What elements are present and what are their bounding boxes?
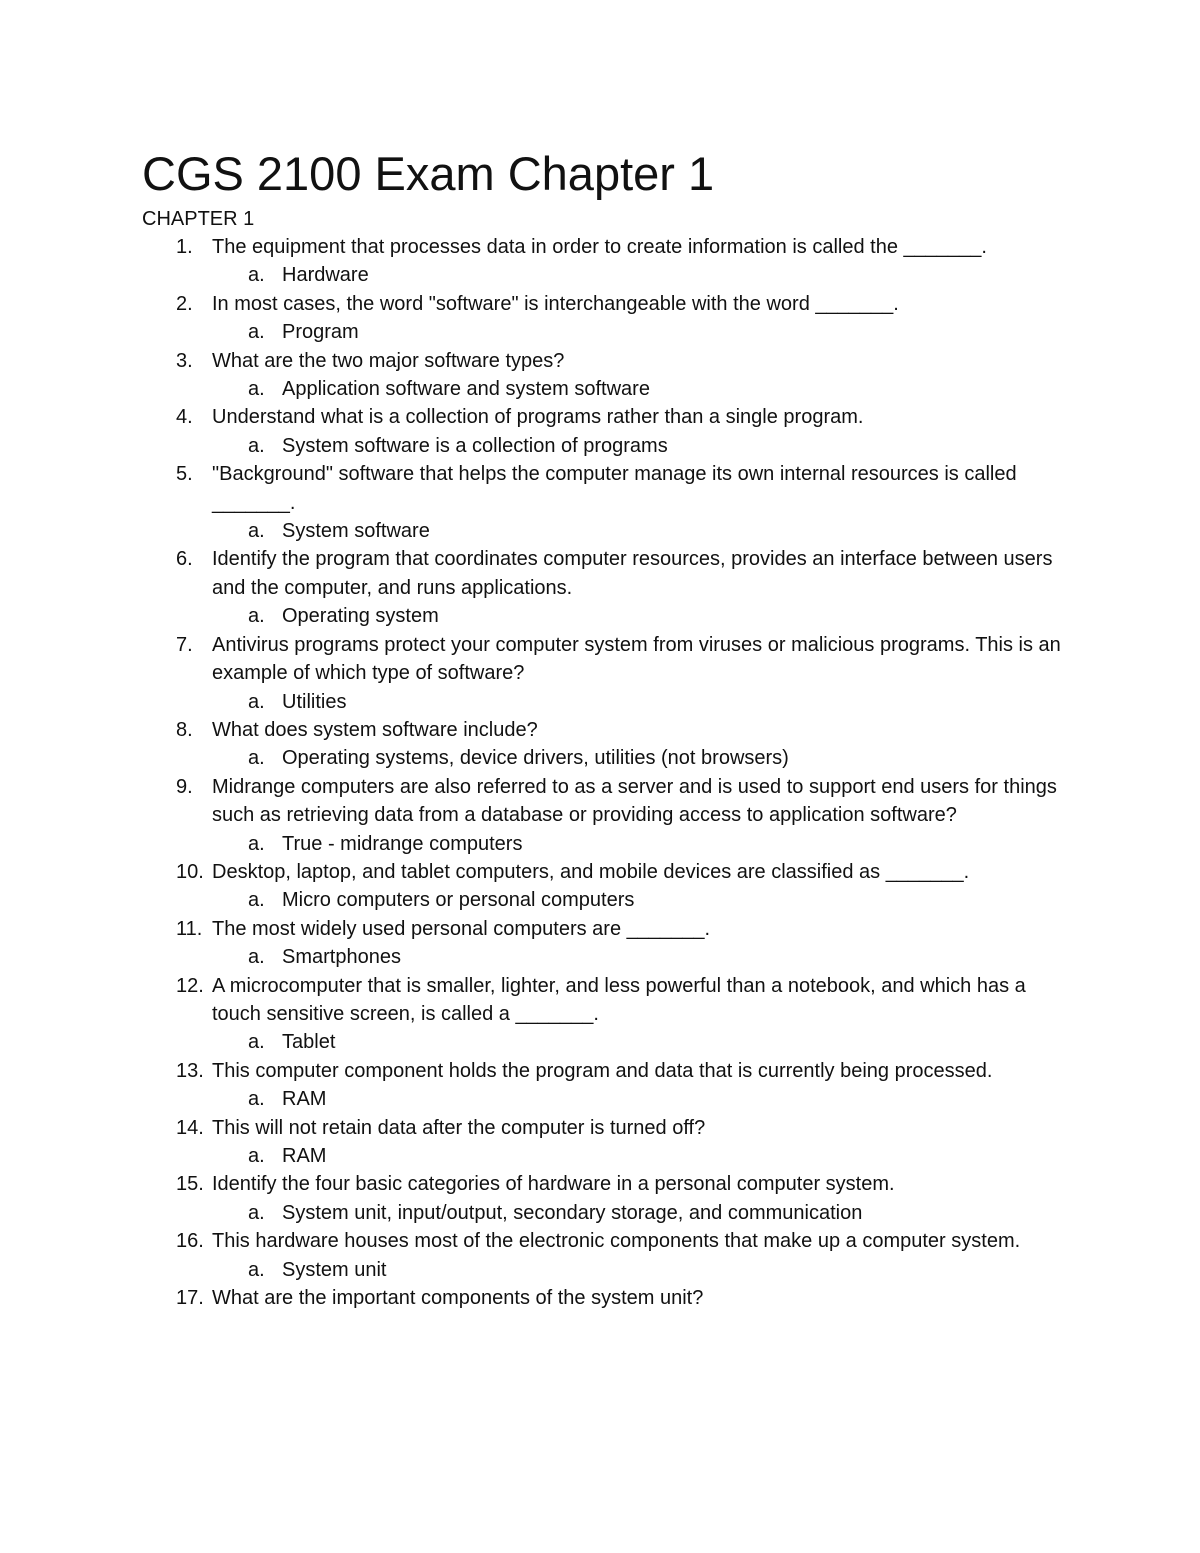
answer-text: Operating systems, device drivers, utilities (not browsers) [282,747,789,770]
question-item [142,915,1072,972]
question-item [142,858,1072,915]
answer-marker: a. [248,832,265,855]
answer-item [212,432,1072,460]
answer-marker: a. [248,520,265,543]
chapter-label: CHAPTER 1 [142,208,255,230]
answer-item [212,1028,1072,1056]
answer-text: RAM [282,1088,327,1111]
answer-marker: a. [248,889,265,912]
answer-marker: a. [248,690,265,713]
question-item [142,972,1072,1057]
answer-item [212,517,1072,545]
answer-item [212,261,1072,289]
question-text: Understand what is a collection of programs rather than a single program. [212,406,864,429]
answer-text: RAM [282,1145,327,1167]
question-text: The most widely used personal computers are _______. [212,917,711,940]
question-text: "Background" software that helps the computer manage its own internal resources is called _______. [212,463,1017,514]
question-number: 15. [176,1173,204,1196]
question-item [142,403,1072,460]
document-title: CGS 2100 Exam Chapter 1 [142,147,715,200]
answer-item [212,943,1072,971]
question-item [142,1170,1072,1227]
question-text: In most cases, the word "software" is interchangeable with the word _______. [212,292,899,315]
question-number: 10. [176,860,204,883]
question-text: What are the important components of the system unit? [212,1287,704,1310]
question-item [142,1057,1072,1114]
question-item [142,1114,1072,1171]
question-item [142,1284,1072,1312]
question-number: 4. [176,406,193,429]
question-number: 17. [176,1287,204,1310]
answer-marker: a. [248,1201,265,1224]
answer-text: System software is a collection of programs [282,434,668,457]
question-text: Desktop, laptop, and tablet computers, and mobile devices are classified as _______. [212,860,970,883]
answer-item [212,318,1072,346]
question-text: A microcomputer that is smaller, lighter, and less powerful than a notebook, and which has a touch sensitive screen, is called a _______. [212,974,1026,1025]
question-text: Identify the four basic categories of hardware in a personal computer system. [212,1173,895,1196]
question-text: What does system software include? [212,718,538,741]
answer-marker: a. [248,1145,265,1167]
answer-text: Tablet [282,1031,336,1054]
answer-text: System unit, input/output, secondary storage, and communication [282,1201,863,1224]
answer-item [212,1142,1072,1170]
question-number: 7. [176,633,193,656]
question-item [142,773,1072,858]
question-item [142,233,1072,290]
question-item [142,716,1072,773]
answer-marker: a. [248,1258,265,1281]
answer-marker: a. [248,378,265,401]
question-number: 2. [176,292,193,315]
answer-marker: a. [248,264,265,287]
question-number: 1. [176,236,193,258]
answer-text: Hardware [282,264,369,287]
question-item [142,460,1072,545]
answer-text: Application software and system software [282,378,650,401]
question-number: 13. [176,1059,204,1082]
question-item [142,545,1072,630]
answer-marker: a. [248,747,265,770]
answer-text: Smartphones [282,946,401,969]
answer-text: System unit [282,1258,387,1281]
question-item [142,290,1072,347]
answer-item [212,375,1072,403]
answer-item [212,830,1072,858]
answer-item [212,602,1072,630]
answer-text: Micro computers or personal computers [282,889,635,912]
question-text: Identify the program that coordinates computer resources, provides an interface between users and the computer, and runs applications. [212,548,1053,599]
answer-item [212,886,1072,914]
answer-item [212,1199,1072,1227]
answer-text: Utilities [282,690,347,713]
question-item [142,631,1072,716]
answer-marker: a. [248,605,265,628]
answer-text: True - midrange computers [282,832,523,855]
question-text: What are the two major software types? [212,349,565,372]
answer-marker: a. [248,321,265,344]
answer-item [212,1256,1072,1284]
answer-marker: a. [248,434,265,457]
answer-marker: a. [248,1088,265,1111]
answer-item [212,688,1072,716]
question-item [142,1227,1072,1284]
question-list [142,233,1072,1312]
answer-marker: a. [248,946,265,969]
question-text: Midrange computers are also referred to as a server and is used to support end users for things such as retrieving data from a database or providing access to application software? [212,775,1057,827]
question-item [142,347,1072,404]
question-number: 9. [176,775,193,798]
answer-item [212,744,1072,772]
answer-item [212,1085,1072,1113]
question-number: 8. [176,718,193,741]
question-number: 14. [176,1116,204,1139]
question-text: Antivirus programs protect your computer system from viruses or malicious programs. This is an example of which type of software? [212,633,1061,685]
question-text: This hardware houses most of the electronic components that make up a computer system. [212,1230,1021,1253]
answer-text: Program [282,321,359,344]
question-text: This computer component holds the program and data that is currently being processed. [212,1059,993,1082]
question-text: This will not retain data after the computer is turned off? [212,1116,706,1139]
question-number: 12. [176,974,204,997]
question-number: 6. [176,548,193,571]
question-number: 11. [176,917,203,940]
answer-text: Operating system [282,605,439,628]
question-number: 5. [176,463,193,486]
question-number: 16. [176,1230,204,1253]
answer-marker: a. [248,1031,265,1054]
answer-text: System software [282,520,430,543]
question-number: 3. [176,349,193,372]
question-text: The equipment that processes data in order to create information is called the _______. [212,236,987,258]
